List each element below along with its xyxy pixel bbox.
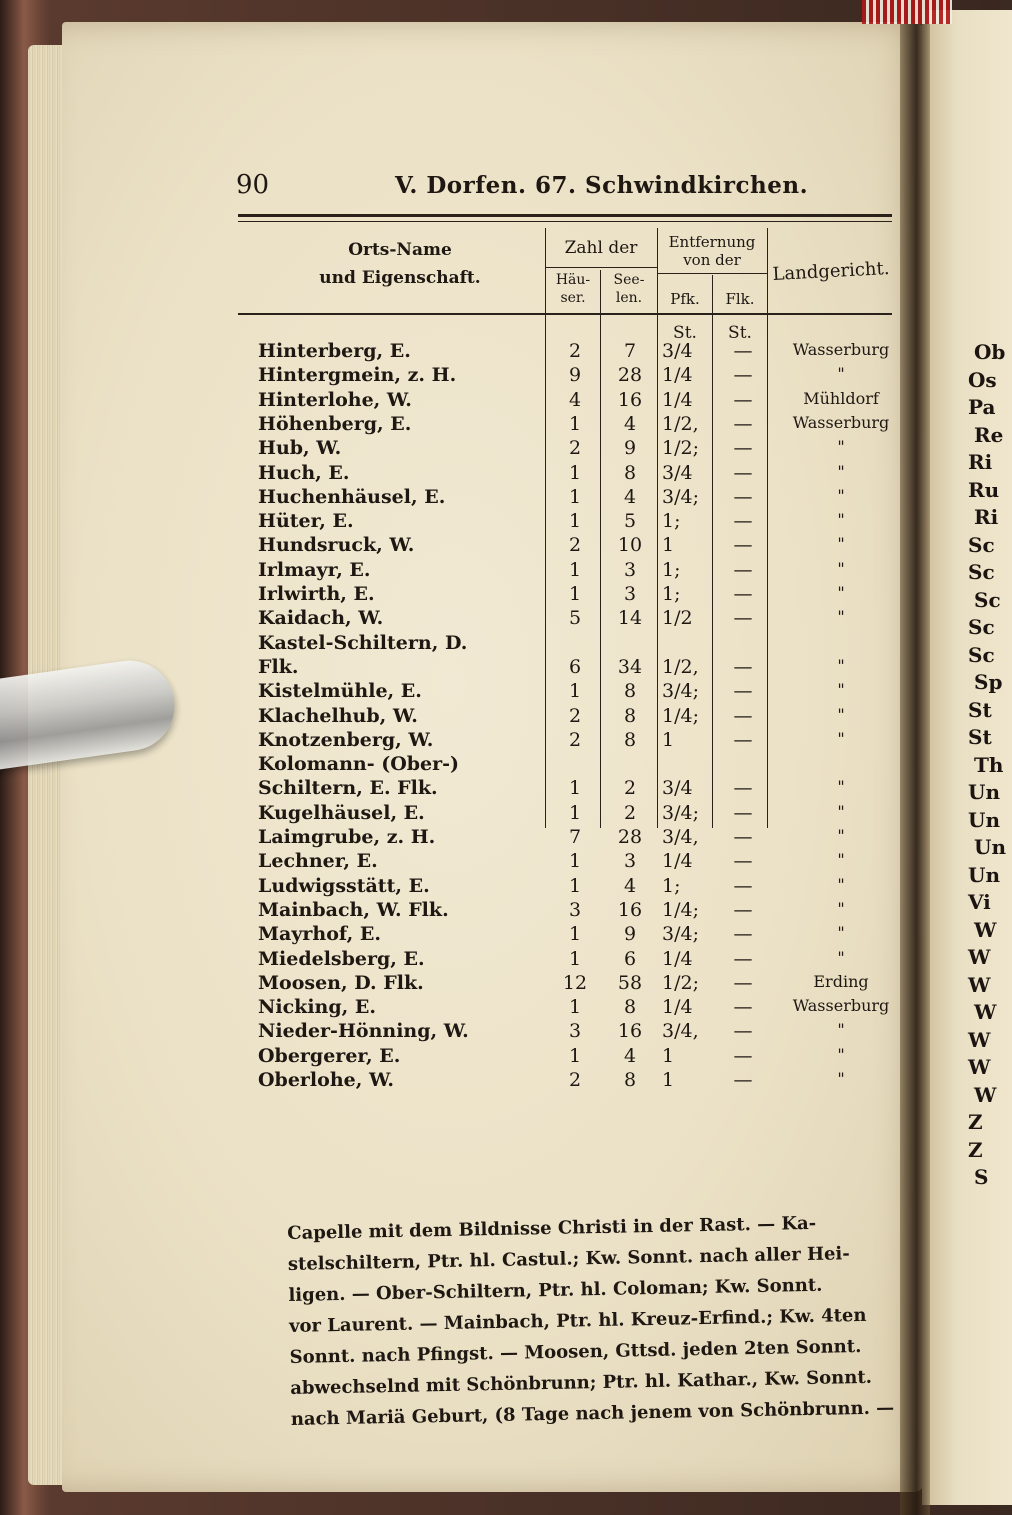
facing-page-fragment: Z xyxy=(968,1110,983,1134)
distance-pfk: 3/4; xyxy=(662,802,699,824)
facing-page-fragment: St xyxy=(968,725,992,749)
distance-flk: — xyxy=(733,413,753,435)
facing-page-fragment: Sc xyxy=(968,533,995,557)
table-row xyxy=(258,389,908,413)
distance-pfk: 1/4 xyxy=(662,850,693,872)
soul-count: 8 xyxy=(623,705,637,727)
facing-page-fragment: Sc xyxy=(968,560,995,584)
house-count: 1 xyxy=(568,948,582,970)
district-court: " xyxy=(837,462,845,481)
place-name: Hinterberg, E. xyxy=(258,340,411,362)
distance-pfk: 1 xyxy=(662,534,675,556)
district-court: " xyxy=(837,875,845,894)
place-name: Lechner, E. xyxy=(258,850,378,872)
distance-flk: — xyxy=(733,948,753,970)
table-row xyxy=(258,413,908,437)
distance-flk: — xyxy=(733,680,753,702)
place-name: Kastel-Schiltern, D. xyxy=(258,632,468,654)
soul-count: 34 xyxy=(617,656,643,678)
soul-count: 8 xyxy=(623,996,637,1018)
house-count: 1 xyxy=(568,510,582,532)
distance-pfk: 3/4, xyxy=(662,1020,699,1042)
table-row xyxy=(258,559,908,583)
house-count: 1 xyxy=(568,923,582,945)
page-number: 90 xyxy=(236,170,270,200)
district-court: " xyxy=(837,559,845,578)
soul-count: 16 xyxy=(617,389,643,411)
house-count: 6 xyxy=(568,656,582,678)
district-court: " xyxy=(837,705,845,724)
soul-count: 58 xyxy=(617,972,643,994)
place-name: Hüter, E. xyxy=(258,510,354,532)
header-distance-1: Entfernung xyxy=(668,233,756,251)
facing-page-fragment: W xyxy=(974,1000,997,1024)
place-name: Mayrhof, E. xyxy=(258,923,381,945)
table-row xyxy=(258,899,908,923)
facing-page-fragment: Ru xyxy=(968,478,1000,502)
header-souls-2: len. xyxy=(615,290,643,306)
header-court: Landgericht. xyxy=(772,257,890,286)
facing-page-fragment: Vi xyxy=(968,890,991,914)
place-name: Kugelhäusel, E. xyxy=(258,802,425,824)
distance-pfk: 1/4 xyxy=(662,996,693,1018)
house-count: 5 xyxy=(568,607,582,629)
distance-pfk: 1 xyxy=(662,1069,675,1091)
soul-count: 16 xyxy=(617,899,643,921)
soul-count: 16 xyxy=(617,1020,643,1042)
district-court: " xyxy=(837,364,845,383)
count-subrule xyxy=(545,267,657,268)
facing-page-fragment: Sc xyxy=(968,643,995,667)
distance-pfk: 1; xyxy=(662,875,681,897)
note-line: Capelle mit dem Bildnisse Christi in der Rast. — Ka- xyxy=(287,1212,817,1244)
house-count: 2 xyxy=(568,729,582,751)
distance-pfk: 3/4 xyxy=(662,462,693,484)
place-name: Oberlohe, W. xyxy=(258,1069,394,1091)
house-count: 1 xyxy=(568,802,582,824)
soul-count: 3 xyxy=(623,850,637,872)
facing-page-fragment: Th xyxy=(974,753,1004,777)
facing-page-fragment: S xyxy=(974,1165,989,1189)
distance-flk: — xyxy=(733,462,753,484)
house-count: 1 xyxy=(568,462,582,484)
table-row xyxy=(258,996,908,1020)
distance-flk: — xyxy=(733,656,753,678)
distance-flk: — xyxy=(733,1069,753,1091)
house-count: 12 xyxy=(562,972,588,994)
house-count: 2 xyxy=(568,534,582,556)
district-court: " xyxy=(837,948,845,967)
table-row xyxy=(258,777,908,801)
district-court: " xyxy=(837,534,845,553)
place-name: Kaidach, W. xyxy=(258,607,384,629)
place-name: Huch, E. xyxy=(258,462,350,484)
distance-pfk: 1/2, xyxy=(662,656,699,678)
house-count: 1 xyxy=(568,850,582,872)
distance-pfk: 3/4, xyxy=(662,826,699,848)
district-court: " xyxy=(837,802,845,821)
distance-flk: — xyxy=(733,510,753,532)
soul-count: 4 xyxy=(623,1045,637,1067)
table-row xyxy=(258,462,908,486)
unit-pfk: St. xyxy=(673,323,697,343)
soul-count: 8 xyxy=(623,680,637,702)
facing-page-fragment: St xyxy=(968,698,992,722)
distance-pfk: 3/4 xyxy=(662,777,693,799)
place-name: Mainbach, W. Flk. xyxy=(258,899,449,921)
distance-pfk: 3/4; xyxy=(662,680,699,702)
distance-flk: — xyxy=(733,364,753,386)
district-court: " xyxy=(837,850,845,869)
soul-count: 4 xyxy=(623,413,637,435)
place-name: Huchenhäusel, E. xyxy=(258,486,446,508)
soul-count: 10 xyxy=(617,534,643,556)
table-row xyxy=(258,850,908,874)
distance-flk: — xyxy=(733,972,753,994)
soul-count: 9 xyxy=(623,923,637,945)
district-court: " xyxy=(837,777,845,796)
table-row xyxy=(258,510,908,534)
bookmark-ribbon xyxy=(862,0,952,24)
distance-flk: — xyxy=(733,1020,753,1042)
distance-pfk: 3/4; xyxy=(662,923,699,945)
soul-count: 2 xyxy=(623,802,637,824)
distance-pfk: 1; xyxy=(662,559,681,581)
distance-flk: — xyxy=(733,389,753,411)
distance-pfk: 1; xyxy=(662,583,681,605)
distance-pfk: 1; xyxy=(662,510,681,532)
distance-flk: — xyxy=(733,583,753,605)
table-row xyxy=(258,972,908,996)
header-name-1: Orts-Name xyxy=(348,240,452,260)
header-houses-2: ser. xyxy=(560,290,586,306)
distance-flk: — xyxy=(733,996,753,1018)
place-name: Ludwigsstätt, E. xyxy=(258,875,430,897)
distance-flk: — xyxy=(733,923,753,945)
table-row xyxy=(258,802,908,826)
table-row xyxy=(258,680,908,704)
place-name: Hintergmein, z. H. xyxy=(258,364,457,386)
district-court: " xyxy=(837,583,845,602)
soul-count: 4 xyxy=(623,486,637,508)
district-court: " xyxy=(837,1069,845,1088)
distance-flk: — xyxy=(733,486,753,508)
distance-flk: — xyxy=(733,777,753,799)
table-row xyxy=(258,583,908,607)
place-name: Hub, W. xyxy=(258,437,342,459)
table-row xyxy=(258,948,908,972)
house-count: 2 xyxy=(568,437,582,459)
distance-flk: — xyxy=(733,875,753,897)
district-court: " xyxy=(837,656,845,675)
place-name: Hinterlohe, W. xyxy=(258,389,412,411)
district-court: Mühldorf xyxy=(803,389,879,408)
header-distance-2: von der xyxy=(683,251,741,269)
place-name: Laimgrube, z. H. xyxy=(258,826,436,848)
house-count: 1 xyxy=(568,413,582,435)
table-row xyxy=(258,753,908,777)
house-count: 1 xyxy=(568,1045,582,1067)
district-court: Wasserburg xyxy=(792,340,890,359)
facing-page-fragment: Sc xyxy=(968,615,995,639)
header-houses-1: Häu- xyxy=(555,272,591,288)
distance-pfk: 1/4; xyxy=(662,705,699,727)
distance-flk: — xyxy=(733,437,753,459)
table-header-rule xyxy=(238,313,892,315)
house-count: 1 xyxy=(568,486,582,508)
facing-page-fragment: Os xyxy=(968,368,997,392)
header-souls-1: See- xyxy=(613,272,645,288)
house-count: 9 xyxy=(568,364,582,386)
place-name: Nicking, E. xyxy=(258,996,376,1018)
distance-flk: — xyxy=(733,1045,753,1067)
distance-pfk: 1 xyxy=(662,729,675,751)
district-court: " xyxy=(837,729,845,748)
place-name: Irlwirth, E. xyxy=(258,583,375,605)
table-row xyxy=(258,656,908,680)
district-court: " xyxy=(837,680,845,699)
district-court: " xyxy=(837,486,845,505)
table-row xyxy=(258,1020,908,1044)
distance-pfk: 1/4 xyxy=(662,948,693,970)
running-head: V. Dorfen. 67. Schwindkirchen. xyxy=(395,172,809,199)
soul-count: 2 xyxy=(623,777,637,799)
distance-flk: — xyxy=(733,559,753,581)
place-name: Kistelmühle, E. xyxy=(258,680,422,702)
place-name: Knotzenberg, W. xyxy=(258,729,434,751)
facing-page-fragment: W xyxy=(968,973,991,997)
place-name: Kolomann- (Ober-) xyxy=(258,753,460,775)
facing-page-fragment: Un xyxy=(968,863,1000,887)
facing-page-fragment: Un xyxy=(968,808,1000,832)
table-top-rule-thin xyxy=(238,221,892,222)
table-row xyxy=(258,340,908,364)
soul-count: 9 xyxy=(623,437,637,459)
facing-page-fragment: Sc xyxy=(974,588,1001,612)
district-court: " xyxy=(837,1045,845,1064)
note-line: stelschiltern, Ptr. hl. Castul.; Kw. Sonnt. nach aller Hei- xyxy=(287,1243,850,1275)
soul-count: 14 xyxy=(617,607,643,629)
distance-subrule xyxy=(657,273,767,274)
district-court: " xyxy=(837,923,845,942)
facing-page-fragment: Un xyxy=(968,780,1000,804)
house-count: 2 xyxy=(568,1069,582,1091)
place-name: Nieder-Hönning, W. xyxy=(258,1020,469,1042)
place-name: Moosen, D. Flk. xyxy=(258,972,424,994)
table-row xyxy=(258,826,908,850)
facing-page-fragment: Z xyxy=(968,1138,983,1162)
table-row xyxy=(258,632,908,656)
facing-page-fragment: W xyxy=(968,945,991,969)
distance-flk: — xyxy=(733,826,753,848)
house-count: 1 xyxy=(568,996,582,1018)
header-count: Zahl der xyxy=(564,238,638,258)
distance-flk: — xyxy=(733,534,753,556)
table-row xyxy=(258,437,908,461)
district-court: " xyxy=(837,1020,845,1039)
table-row xyxy=(258,923,908,947)
notes-paragraph xyxy=(287,1206,903,1435)
table-row xyxy=(258,486,908,510)
unit-flk: St. xyxy=(728,323,752,343)
district-court: Wasserburg xyxy=(792,996,890,1015)
soul-count: 8 xyxy=(623,729,637,751)
soul-count: 4 xyxy=(623,875,637,897)
place-name: Schiltern, E. Flk. xyxy=(258,777,438,799)
table-row xyxy=(258,705,908,729)
distance-pfk: 1/2 xyxy=(662,607,693,629)
house-count: 1 xyxy=(568,559,582,581)
note-line: Sonnt. nach Pfingst. — Moosen, Gttsd. jeden 2ten Sonnt. xyxy=(289,1335,862,1368)
table-row xyxy=(258,534,908,558)
house-count: 4 xyxy=(568,389,582,411)
district-court: Wasserburg xyxy=(792,413,890,432)
soul-count: 8 xyxy=(623,462,637,484)
district-court: " xyxy=(837,437,845,456)
place-name: Obergerer, E. xyxy=(258,1045,401,1067)
table-row xyxy=(258,607,908,631)
distance-flk: — xyxy=(733,729,753,751)
facing-page-fragment: Sp xyxy=(974,670,1003,694)
place-name: Miedelsberg, E. xyxy=(258,948,425,970)
facing-page-fragment: Ob xyxy=(974,340,1006,364)
distance-flk: — xyxy=(733,850,753,872)
table-row xyxy=(258,364,908,388)
district-court: " xyxy=(837,510,845,529)
soul-count: 28 xyxy=(617,826,643,848)
note-line: nach Mariä Geburt, (8 Tage nach jenem von Schönbrunn. — xyxy=(290,1397,895,1430)
district-court: " xyxy=(837,607,845,626)
distance-pfk: 1/4 xyxy=(662,389,693,411)
facing-page-fragment: Un xyxy=(974,835,1006,859)
soul-count: 8 xyxy=(623,1069,637,1091)
house-count: 1 xyxy=(568,777,582,799)
soul-count: 7 xyxy=(623,340,637,362)
note-line: ligen. — Ober-Schiltern, Ptr. hl. Coloman; Kw. Sonnt. xyxy=(288,1274,823,1306)
house-count: 7 xyxy=(568,826,582,848)
house-count: 2 xyxy=(568,705,582,727)
facing-page-fragment: W xyxy=(974,918,997,942)
district-court: " xyxy=(837,899,845,918)
facing-page-fragment: W xyxy=(968,1055,991,1079)
table-row xyxy=(258,1045,908,1069)
facing-page-fragment: Re xyxy=(974,423,1004,447)
house-count: 1 xyxy=(568,583,582,605)
distance-pfk: 1/4 xyxy=(662,364,693,386)
header-pfk: Pfk. xyxy=(670,290,700,308)
facing-page-fragment: Pa xyxy=(968,395,996,419)
house-count: 1 xyxy=(568,875,582,897)
facing-page-fragment: W xyxy=(974,1083,997,1107)
house-count: 3 xyxy=(568,899,582,921)
header-flk: Flk. xyxy=(725,290,755,308)
table-row xyxy=(258,875,908,899)
distance-pfk: 3/4; xyxy=(662,486,699,508)
table-row xyxy=(258,729,908,753)
distance-pfk: 1 xyxy=(662,1045,675,1067)
soul-count: 6 xyxy=(623,948,637,970)
place-name: Flk. xyxy=(258,656,299,678)
house-count: 1 xyxy=(568,680,582,702)
facing-page-fragment: W xyxy=(968,1028,991,1052)
distance-flk: — xyxy=(733,340,753,362)
house-count: 2 xyxy=(568,340,582,362)
distance-pfk: 1/2; xyxy=(662,437,699,459)
house-count: 3 xyxy=(568,1020,582,1042)
facing-page-fragment: Ri xyxy=(968,450,993,474)
soul-count: 3 xyxy=(623,559,637,581)
distance-flk: — xyxy=(733,802,753,824)
note-line: abwechselnd mit Schönbrunn; Ptr. hl. Kathar., Kw. Sonnt. xyxy=(290,1366,873,1399)
header-name-2: und Eigenschaft. xyxy=(319,268,481,288)
distance-flk: — xyxy=(733,607,753,629)
distance-pfk: 3/4 xyxy=(662,340,693,362)
soul-count: 5 xyxy=(623,510,637,532)
place-name: Klachelhub, W. xyxy=(258,705,418,727)
soul-count: 28 xyxy=(617,364,643,386)
place-name: Hundsruck, W. xyxy=(258,534,415,556)
district-court: Erding xyxy=(813,972,869,991)
table-row xyxy=(258,1069,908,1093)
place-name: Höhenberg, E. xyxy=(258,413,412,435)
soul-count: 3 xyxy=(623,583,637,605)
distance-pfk: 1/2; xyxy=(662,972,699,994)
table-top-rule xyxy=(238,214,892,217)
distance-flk: — xyxy=(733,705,753,727)
district-court: " xyxy=(837,826,845,845)
note-line: vor Laurent. — Mainbach, Ptr. hl. Kreuz-Erfind.; Kw. 4ten xyxy=(288,1304,867,1337)
distance-pfk: 1/2, xyxy=(662,413,699,435)
distance-flk: — xyxy=(733,899,753,921)
place-name: Irlmayr, E. xyxy=(258,559,371,581)
distance-pfk: 1/4; xyxy=(662,899,699,921)
facing-page-fragment: Ri xyxy=(974,505,999,529)
